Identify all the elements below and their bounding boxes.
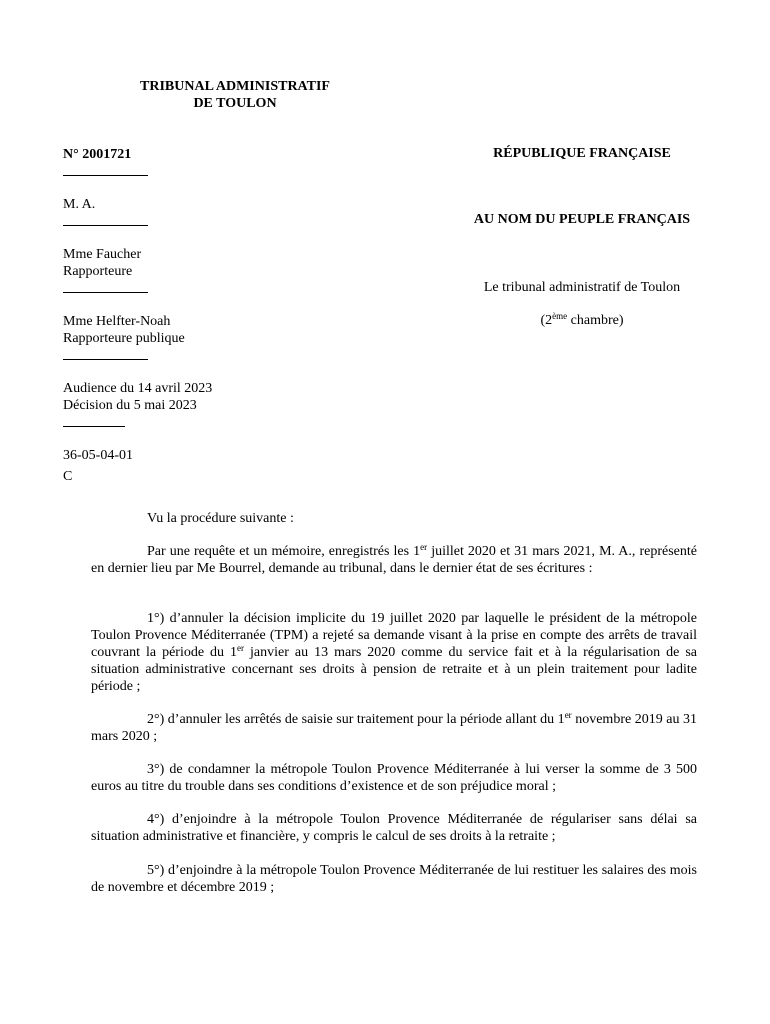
- paragraph-claim-3-text: 3°) de condamner la métropole Toulon Provence Méditerranée à lui verser la somme de 3 500 euros au titre du trouble dans ses conditions d’existence et de son préjudice moral ;: [91, 762, 697, 794]
- tribunal-name: Le tribunal administratif de Toulon: [483, 280, 681, 295]
- public-rapporteur-role: Rapporteure publique: [63, 331, 185, 346]
- paragraph-request-a: Par une requête et un mémoire, enregistrés les 1: [147, 544, 421, 559]
- paragraph-claim-5: [91, 862, 697, 896]
- court-name-line1: TRIBUNAL ADMINISTRATIF: [140, 79, 330, 94]
- rapporteur-role: Rapporteure: [63, 264, 133, 279]
- paragraph-claim-2: [91, 711, 697, 745]
- case-number: N° 2001721: [63, 147, 132, 162]
- public-rapporteur-name: Mme Helfter-Noah: [63, 314, 171, 329]
- paragraph-claim-2-a: 2°) d’annuler les arrêtés de saisie sur traitement pour la période allant du 1: [147, 712, 565, 727]
- republic-heading: RÉPUBLIQUE FRANÇAISE: [493, 146, 671, 161]
- chamber-open: (2: [540, 313, 553, 328]
- paragraph-request-sup: er: [420, 542, 428, 552]
- separator: [63, 175, 148, 176]
- people-heading: AU NOM DU PEUPLE FRANÇAIS: [473, 212, 691, 227]
- paragraph-claim-4: [91, 811, 697, 845]
- chamber-sup: ème: [552, 311, 568, 321]
- classification-code: 36-05-04-01: [63, 448, 133, 463]
- intro-line: [91, 510, 697, 527]
- paragraph-claim-3: [91, 761, 697, 795]
- separator: [63, 359, 148, 360]
- paragraph-claim-5-text: 5°) d’enjoindre à la métropole Toulon Provence Méditerranée de lui restituer les salaires des mois de novembre et décembre 2019 ;: [91, 863, 697, 895]
- court-name: [110, 78, 360, 112]
- classification-letter: C: [63, 469, 73, 484]
- paragraph-claim-1-a: 1°) d’annuler la décision implicite du 19 juillet 2020 par laquelle le président de la métropole Toulon Provence Méditerranée (TPM) a rejeté sa demande visant à la prise en compte des arrêts de travail couvrant la période du 1: [91, 611, 697, 660]
- decision-date: Décision du 5 mai 2023: [63, 398, 197, 413]
- separator: [63, 225, 148, 226]
- party-name: M. A.: [63, 197, 96, 212]
- paragraph-claim-1: [91, 610, 697, 695]
- chamber-rest: chambre): [567, 313, 624, 328]
- paragraph-claim-1-b: janvier au 13 mars 2020 comme du service fait et à la régularisation de sa situation administrative concernant ses droits à pension de retraite et à un plein traitement pour ladite période ;: [91, 645, 698, 694]
- rapporteur-name: Mme Faucher: [63, 247, 142, 262]
- separator: [63, 292, 148, 293]
- court-name-line2: DE TOULON: [193, 96, 277, 111]
- chamber: [450, 313, 714, 329]
- intro-text: Vu la procédure suivante :: [147, 511, 294, 526]
- paragraph-claim-2-sup: er: [564, 710, 572, 720]
- paragraph-request-b: juillet 2020 et 31 mars 2021, M. A., représenté en dernier lieu par Me Bourrel, demande au tribunal, dans le dernier état de ses écritures :: [91, 544, 697, 576]
- paragraph-claim-1-sup: er: [237, 643, 245, 653]
- hearing-date: Audience du 14 avril 2023: [63, 381, 213, 396]
- paragraph-request: [91, 543, 697, 577]
- separator: [63, 426, 125, 427]
- paragraph-claim-2-b: novembre 2019 au 31 mars 2020 ;: [91, 712, 698, 744]
- paragraph-claim-4-text: 4°) d’enjoindre à la métropole Toulon Provence Méditerranée de régulariser sans délai sa situation administrative et financière, y compris le calcul de ses droits à la retraite ;: [91, 812, 697, 844]
